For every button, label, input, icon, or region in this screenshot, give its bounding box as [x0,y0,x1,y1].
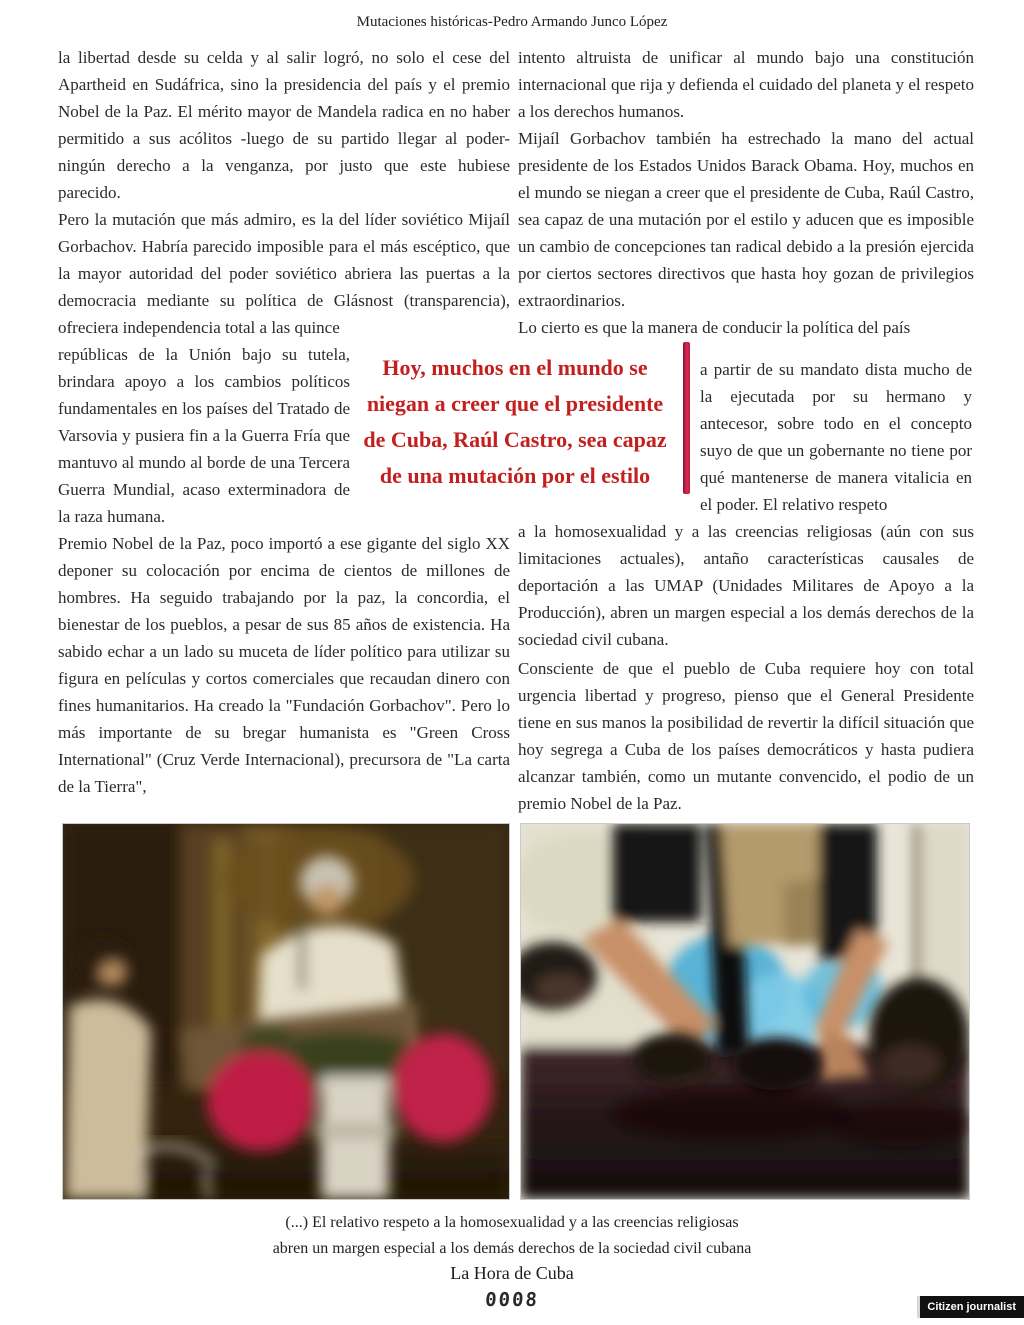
boot [732,1038,820,1090]
paragraph: Mijaíl Gorbachov también ha estrechado la mano del actual presidente de los Estados Unidos Barack Obama. Hoy, muchos en el mundo se niegan a creer que el presidente de Cuba, Raúl Castro, sea capaz de una mutación por el estilo y aducen que es imposible un cambio de concepciones tan radical debido a la presión ejercida por ciertos sectores directivos que hasta hoy gozan de privilegios extraordinarios. [518,129,974,310]
pull-quote-line: de una mutación por el estilo [379,463,651,488]
boot [633,1033,713,1085]
paragraph: intento altruista de unificar al mundo bajo una constitución internacional que rija y defienda el cuidado del planeta y el respeto a los derechos humanos. [518,48,974,121]
photo-legs-boots [520,823,970,1200]
right-column-narrow-block [700,356,972,518]
legs-boots-illustration [521,824,969,1199]
pull-quote [340,350,690,494]
church-scene-illustration [63,824,509,1199]
paragraph: Pero la mutación que más admiro, es la del líder soviético Mijaíl Gorbachov. Habría parecido imposible para el más escéptico, que la mayor autoridad del poder soviético abriera las puertas a la democracia mediante su política de Glásnost (transparencia), ofreciera independencia total a las quince [58,210,510,337]
paragraph: la libertad desde su celda y al salir logró, no solo el cese del Apartheid en Sudáfrica, sino la presidencia del país y el premio Nobel de la Paz. El mérito mayor de Mandela radica en no haber permitido a sus acólitos -luego de su partido llegar al poder- ningún derecho a la venganza, por justo que este hubiese parecido. [58,48,510,202]
paragraph: repúblicas de la Unión bajo su tutela, brindara apoyo a los cambios políticos fundamentales en los países del Tratado de Varsovia y pusiera fin a la Guerra Fría que mantuvo al mundo al borde de una Tercera Guerra Mundial, acaso exterminadora de la raza humana. [58,345,350,526]
pull-quote-line: de Cuba, Raúl Castro, sea capaz [363,427,667,452]
pull-quote-rule [683,342,690,494]
right-column-top-block [518,44,974,341]
page-number: 0008 [484,1289,540,1311]
pull-quote-line: Hoy, muchos en el mundo se [382,355,648,380]
paragraph: a la homosexualidad y a las creencias religiosas (aún con sus limitaciones actuales), antaño características causales de deportación a las UMAP (Unidades Militares de Apoyo a la Producción), abren un margen especial a los demás derechos de la sociedad civil cubana. [518,522,974,649]
publication-title: La Hora de Cuba [450,1263,574,1283]
left-column-bottom-block [58,530,510,800]
paragraph: a partir de su mandato dista mucho de la ejecutada por su hermano y antecesor, sobre todo en el concepto suyo de que un gobernante no tiene por qué mantenerse de manera vitalicia en el poder. El relativo respeto [700,360,972,514]
photo-caption-line: abren un margen especial a los demás derechos de la sociedad civil cubana [272,1240,752,1257]
paragraph: Lo cierto es que la manera de conducir la política del país [518,318,911,337]
photo-church-scene [62,823,510,1200]
citizen-journalist-badge: Citizen journalist [917,1296,1024,1318]
right-column-bottom-block [518,655,974,817]
pull-quote-line: niegan a creer que el presidente [366,391,664,416]
running-header: Mutaciones históricas-Pedro Armando Junco López [356,14,668,30]
paragraph: Consciente de que el pueblo de Cuba requiere hoy con total urgencia libertad y progreso, pienso que el General Presidente tiene en sus manos la posibilidad de revertir la difícil situación que hoy segrega a Cuba de los países democráticos y hasta pudiera alcanzar también, como un mutante convencido, el podio de un premio Nobel de la Paz. [518,659,974,813]
right-column-middle-block [518,518,974,653]
photo-caption-line: (...) El relativo respeto a la homosexualidad y a las creencias religiosas [285,1214,739,1231]
left-column-narrow-block [58,341,350,530]
paragraph: Premio Nobel de la Paz, poco importó a ese gigante del siglo XX deponer su colocación por encima de cientos de millones de hombres. Ha seguido trabajando por la paz, la concordia, el bienestar de los pueblos, a pesar de sus 85 años de existencia. Ha sabido echar a un lado su muceta de líder político para utilizar su figura en películas y cortos comerciales que recaudan dinero con fines humanitarios. Ha creado la "Fundación Gorbachov". Pero lo más importante de su bregar humanista es "Green Cross International" (Cruz Verde Internacional), precursora de "La carta de la Tierra", [58,534,510,796]
left-column-top-block [58,44,510,341]
photo-caption [0,1210,1024,1262]
